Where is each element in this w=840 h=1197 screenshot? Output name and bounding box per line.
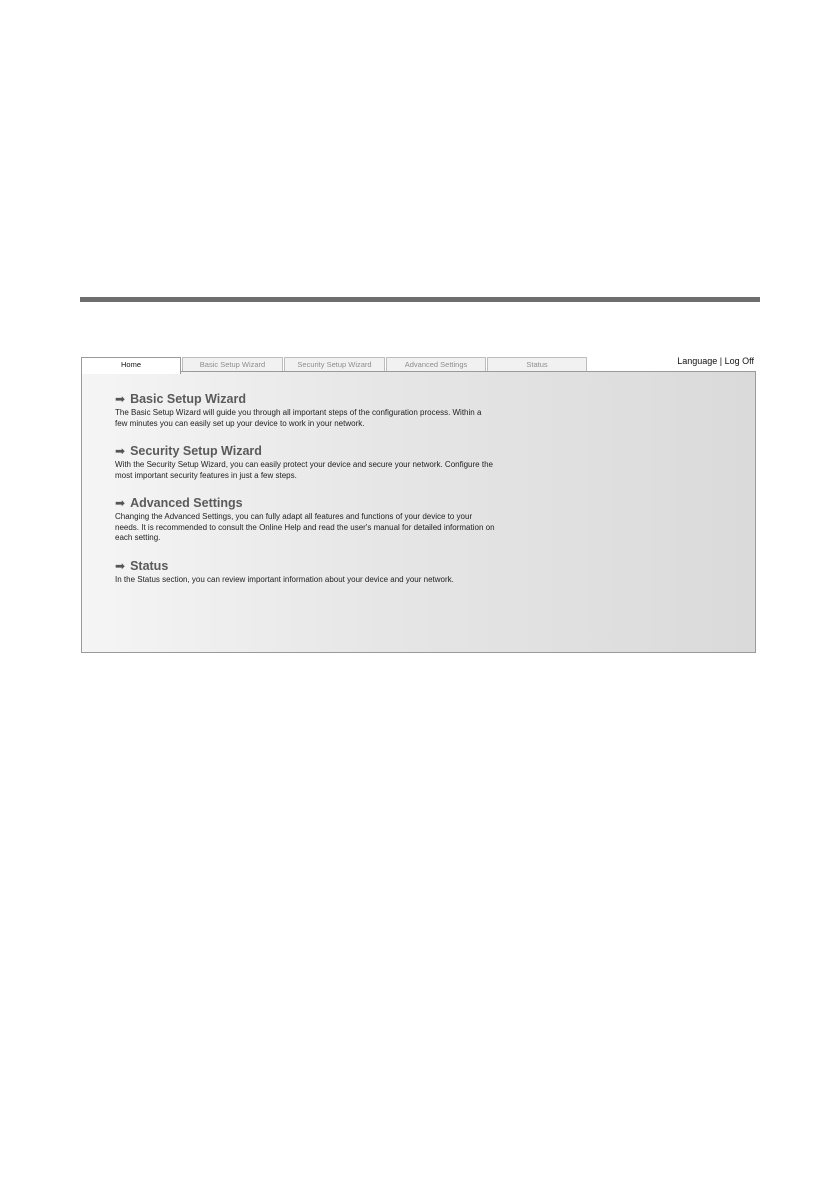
section-security-setup-wizard [115, 443, 495, 481]
tab-basic-setup-wizard[interactable]: Basic Setup Wizard [182, 357, 283, 372]
arrow-right-icon: ➡ [115, 559, 126, 573]
link-separator: | [719, 356, 723, 366]
section-description: The Basic Setup Wizard will guide you through all important steps of the configuration process. Within a few minutes you can easily set up your device to work in your network. [115, 408, 482, 428]
tab-bar [80, 355, 757, 372]
home-content-panel [81, 371, 756, 653]
tab-advanced-settings[interactable]: Advanced Settings [386, 357, 486, 372]
section-basic-setup-wizard [115, 391, 495, 429]
advanced-settings-link[interactable] [115, 495, 495, 511]
section-title: Security Setup Wizard [130, 444, 262, 458]
log-off-link[interactable]: Log Off [724, 356, 754, 366]
language-link[interactable]: Language [677, 356, 718, 366]
section-description: With the Security Setup Wizard, you can easily protect your device and secure your network. Configure the most important security features in just a few steps. [115, 460, 493, 480]
section-title: Status [130, 559, 169, 573]
tab-home[interactable]: Home [81, 357, 181, 374]
status-link[interactable] [115, 558, 495, 574]
arrow-right-icon: ➡ [115, 444, 126, 458]
section-status [115, 558, 495, 586]
section-description: In the Status section, you can review important information about your device and your network. [115, 575, 454, 584]
security-setup-wizard-link[interactable] [115, 443, 495, 459]
horizontal-rule [80, 297, 760, 302]
section-title: Basic Setup Wizard [130, 392, 246, 406]
section-title: Advanced Settings [130, 496, 243, 510]
tab-status[interactable]: Status [487, 357, 587, 372]
tab-security-setup-wizard[interactable]: Security Setup Wizard [284, 357, 385, 372]
router-web-ui-screenshot [80, 355, 757, 654]
arrow-right-icon: ➡ [115, 392, 126, 406]
basic-setup-wizard-link[interactable] [115, 391, 495, 407]
section-advanced-settings [115, 495, 495, 544]
top-links [677, 356, 754, 366]
arrow-right-icon: ➡ [115, 496, 126, 510]
section-description: Changing the Advanced Settings, you can fully adapt all features and functions of your device to your needs. It is recommended to consult the Online Help and read the user's manual for detailed information on each setting. [115, 512, 495, 542]
